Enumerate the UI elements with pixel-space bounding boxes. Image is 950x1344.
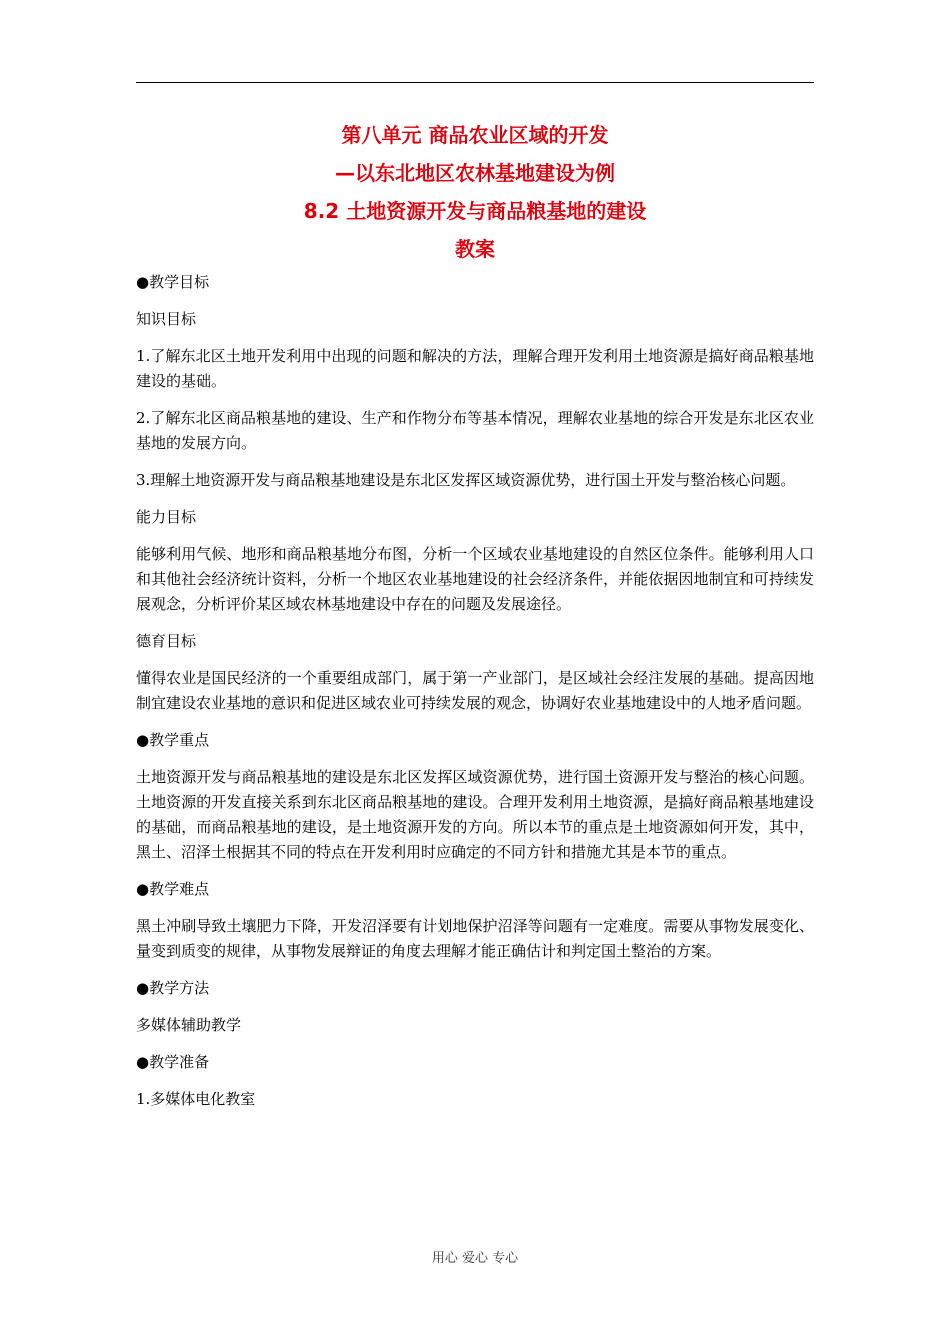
moral-text: 懂得农业是国民经济的一个重要组成部门，属于第一产业部门，是区域社会经注发展的基础。提高因地制宜建设农业基地的意识和促进区域农业可持续发展的观念，协调好农业基地建设中的人地矛盾问题。 bbox=[136, 669, 814, 712]
doc-type-title: 教案 bbox=[455, 237, 495, 261]
knowledge-item-1: 1.了解东北区土地开发利用中出现的问题和解决的方法，理解合理开发利用土地资源是搞好商品粮基地建设的基础。 bbox=[136, 347, 814, 390]
key-points-heading: ●教学重点 bbox=[136, 731, 210, 749]
method-heading: ●教学方法 bbox=[136, 979, 210, 997]
ability-text: 能够利用气候、地形和商品粮基地分布图，分析一个区域农业基地建设的自然区位条件。能够利用人口和其他社会经济统计资料，分析一个地区农业基地建设的社会经济条件，并能依据因地制宜和可持续发展观念，分析评价某区域农林基地建设中存在的问题及发展途径。 bbox=[136, 545, 814, 613]
header-rule bbox=[136, 82, 814, 83]
method-text: 多媒体辅助教学 bbox=[136, 1016, 242, 1034]
preparation-item-1: 1.多媒体电化教室 bbox=[136, 1090, 256, 1108]
knowledge-heading: 知识目标 bbox=[136, 310, 197, 328]
preparation-heading: ●教学准备 bbox=[136, 1053, 210, 1071]
ability-heading: 能力目标 bbox=[136, 508, 197, 526]
document-title bbox=[136, 118, 814, 270]
knowledge-item-3: 3.理解土地资源开发与商品粮基地建设是东北区发挥区域资源优势，进行国土开发与整治核心问题。 bbox=[136, 471, 796, 489]
moral-heading: 德育目标 bbox=[136, 632, 197, 650]
unit-subtitle: —以东北地区农林基地建设为例 bbox=[335, 161, 615, 185]
knowledge-item-2: 2.了解东北区商品粮基地的建设、生产和作物分布等基本情况，理解农业基地的综合开发是东北区农业基地的发展方向。 bbox=[136, 409, 814, 452]
difficulty-heading: ●教学难点 bbox=[136, 880, 210, 898]
document-body bbox=[136, 270, 814, 1124]
goals-heading: ●教学目标 bbox=[136, 273, 210, 291]
key-points-text: 土地资源开发与商品粮基地的建设是东北区发挥区域资源优势，进行国土资源开发与整治的核心问题。土地资源的开发直接关系到东北区商品粮基地的建设。合理开发利用土地资源，是搞好商品粮基地建设的基础，而商品粮基地的建设，是土地资源开发的方向。所以本节的重点是土地资源如何开发，其中，黑土、沼泽土根据其不同的特点在开发利用时应确定的不同方针和措施尤其是本节的重点。 bbox=[136, 768, 814, 861]
section-title: 8.2 土地资源开发与商品粮基地的建设 bbox=[303, 199, 647, 223]
difficulty-text: 黑土冲刷导致土壤肥力下降，开发沼泽要有计划地保护沼泽等问题有一定难度。需要从事物发展变化、量变到质变的规律，从事物发展辩证的角度去理解才能正确估计和判定国土整治的方案。 bbox=[136, 917, 814, 960]
unit-title: 第八单元 商品农业区域的开发 bbox=[341, 123, 609, 147]
page-footer: 用心 爱心 专心 bbox=[431, 1251, 519, 1266]
